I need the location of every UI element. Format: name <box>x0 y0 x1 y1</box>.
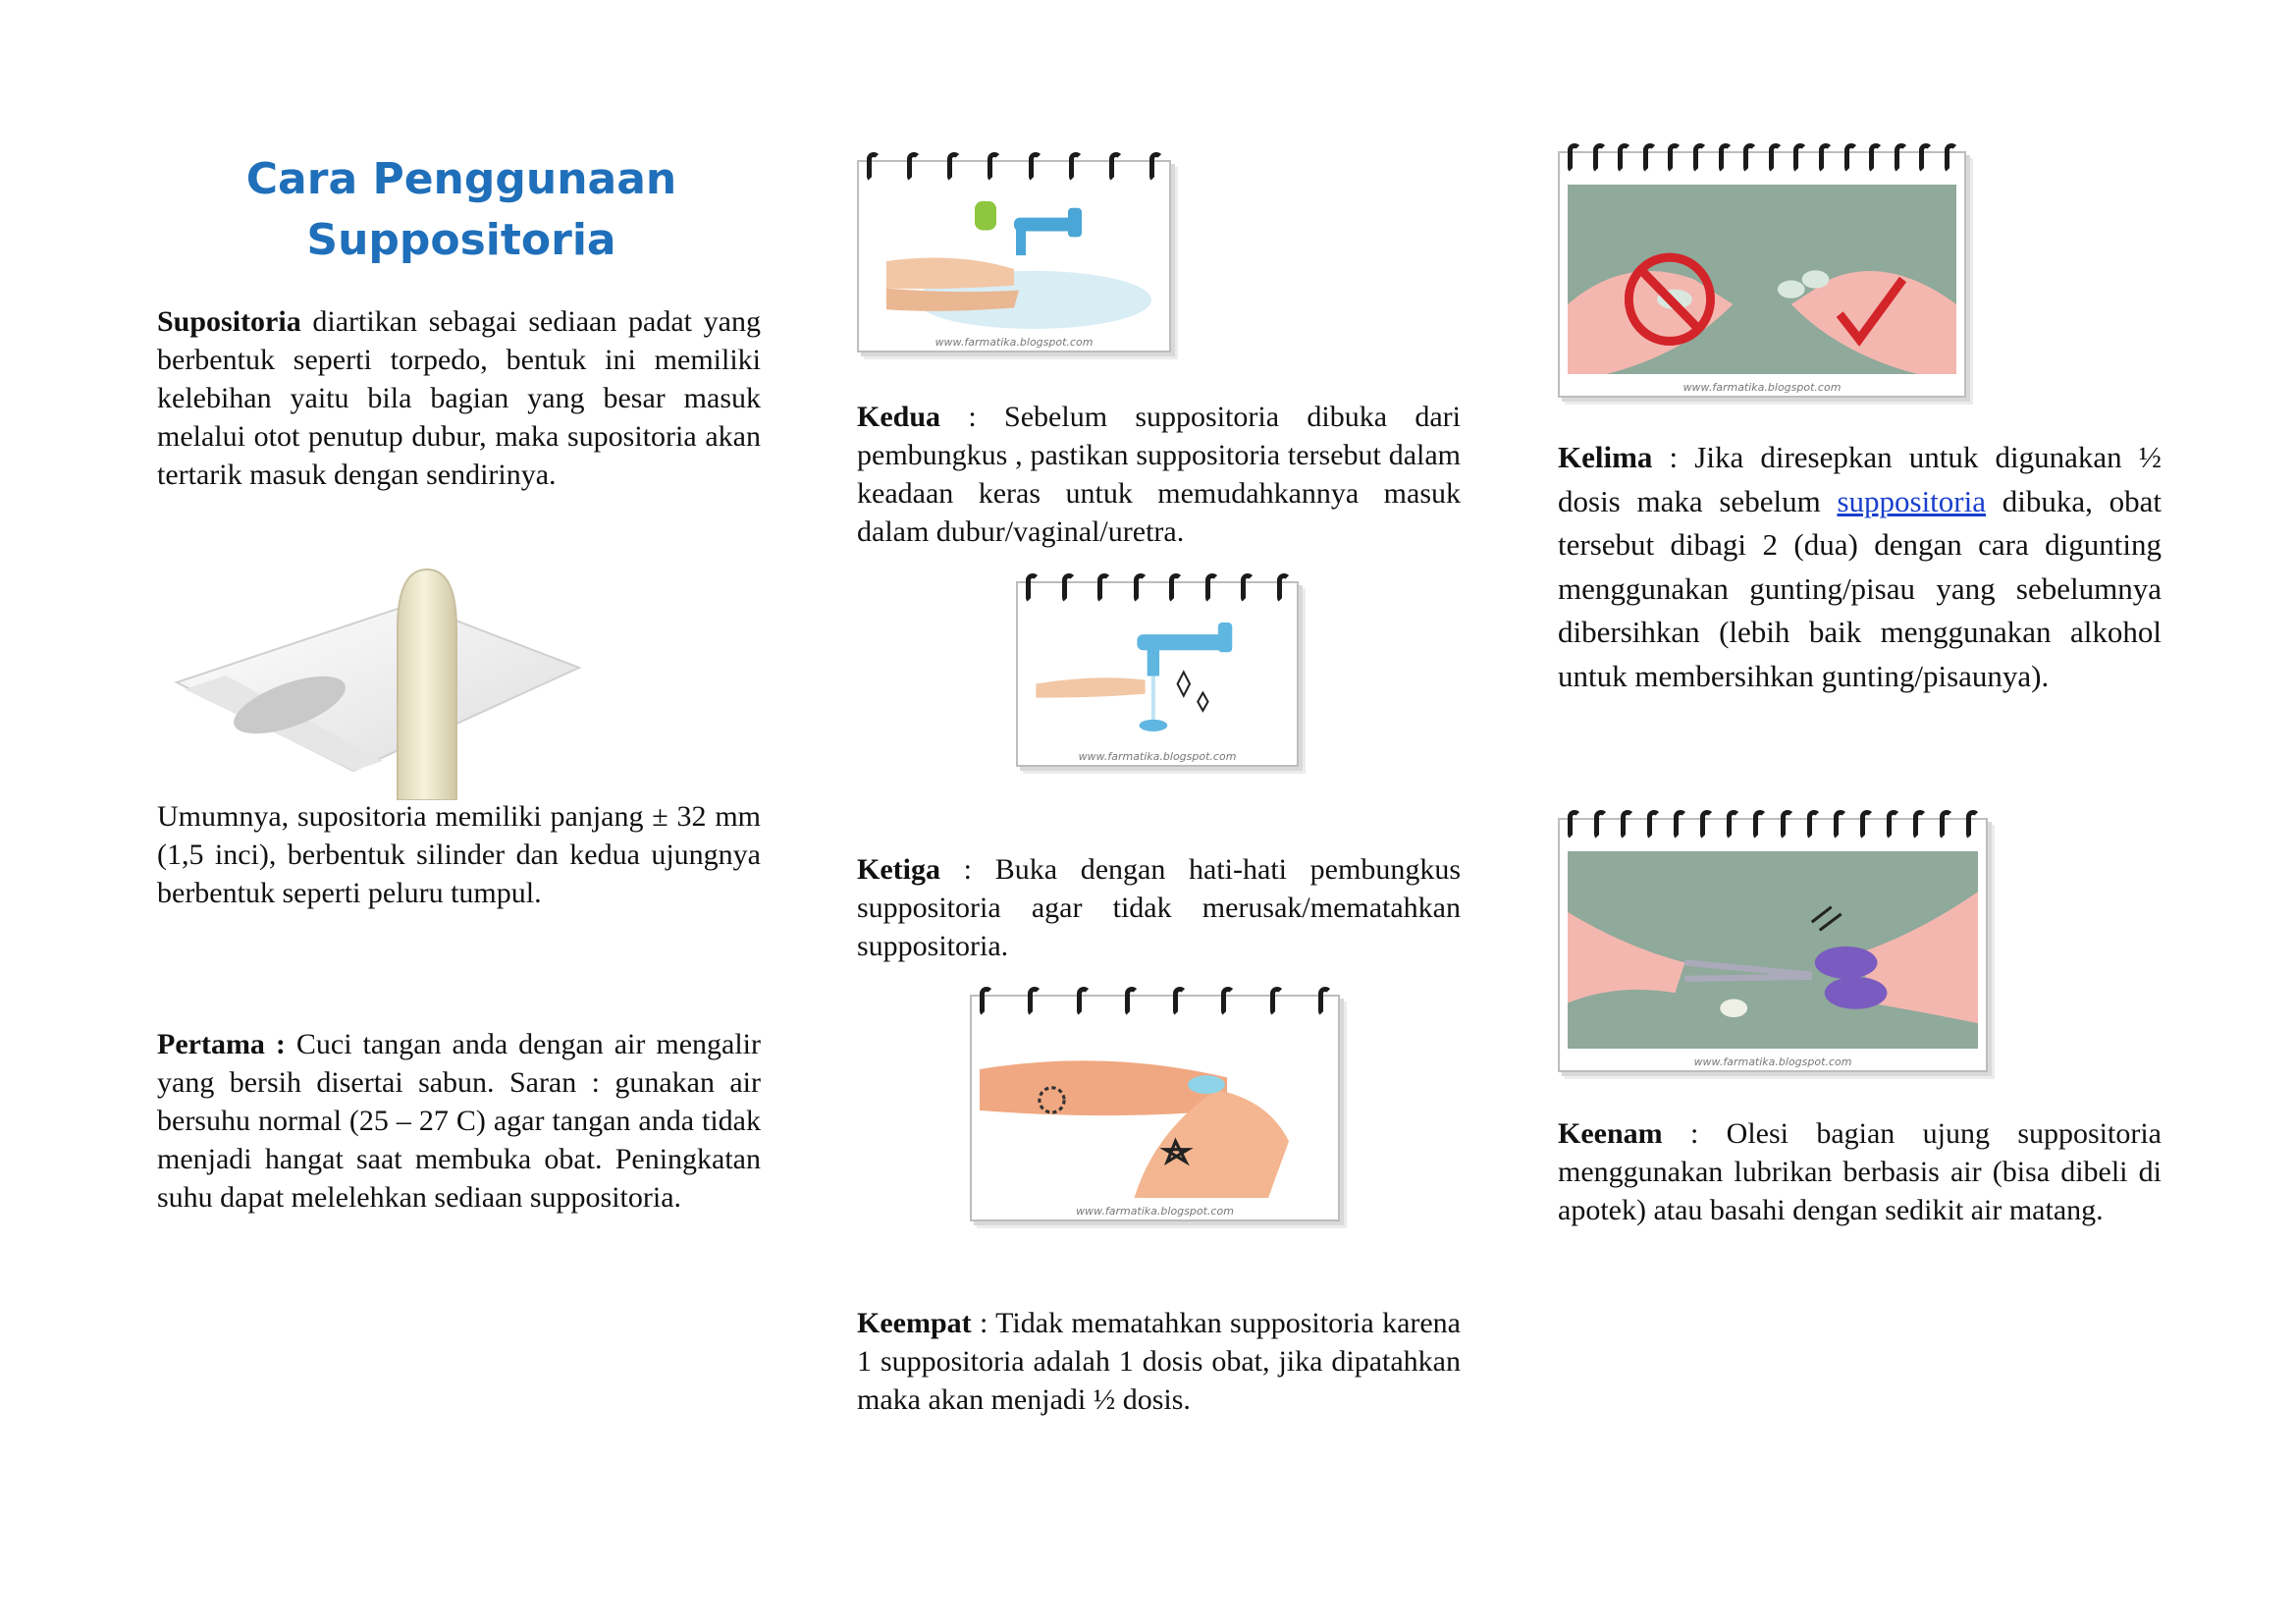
step-5-text-b: dibuka, obat tersebut dibagi 2 (dua) dengan cara digunting menggunakan gunting/pisau yang sebelumnya dibersihkan (lebih baik menggunakan alkohol untuk membersihkan gunting/pisaunya). <box>1558 483 2162 693</box>
step-2-paragraph <box>857 398 1461 551</box>
illustration-wash-hands <box>857 160 1177 358</box>
suppository-photo <box>167 560 599 800</box>
step-1-text: Cuci tangan anda dengan air mengalir yang bersih disertai sabun. Saran : gunakan air bersuhu normal (25 – 27 C) agar tangan anda tidak menjadi hangat saat membuka obat. Peningkatan suhu dapat melelehkan sediaan suppositoria. <box>157 1028 761 1214</box>
illustration-open-wrapper <box>970 995 1346 1227</box>
step-4-text: : Tidak mematahkan suppositoria karena 1 suppositoria adalah 1 dosis obat, jika dipatahkan maka akan menjadi ½ dosis. <box>857 1307 1461 1416</box>
step-6-paragraph <box>1558 1114 2162 1229</box>
intro-paragraph <box>157 302 761 494</box>
page-title: Cara Penggunaan Suppositoria <box>245 154 677 265</box>
step-5-text-a: : Jika diresepkan untuk digunakan ½ dosis maka sebelum <box>1558 440 2162 518</box>
step-4-label: Keempat <box>857 1307 972 1339</box>
illustration-do-not-break <box>1558 151 1972 404</box>
illustration-rinse-hands <box>1016 581 1305 773</box>
step-3-text: : Buka dengan hati-hati pembungkus suppositoria agar tidak merusak/mematahkan suppositoria. <box>857 853 1461 962</box>
step-5-paragraph <box>1558 436 2162 698</box>
step-1-label: Pertama : <box>157 1028 286 1060</box>
step-3-paragraph <box>857 850 1461 965</box>
intro-text: diartikan sebagai sediaan padat yang berbentuk seperti torpedo, bentuk ini memiliki kelebihan yaitu bila bagian yang besar masuk melalui otot penutup dubur, maka supositoria akan tertarik masuk dengan sendirinya. <box>157 305 761 491</box>
image-credit-2: www.farmatika.blogspot.com <box>1078 750 1237 763</box>
step-6-label: Keenam <box>1558 1117 1663 1150</box>
image-credit-5: www.farmatika.blogspot.com <box>1693 1056 1852 1068</box>
illustration-cut-suppository <box>1558 818 1994 1078</box>
step-3-label: Ketiga <box>857 853 940 886</box>
step-1-paragraph <box>157 1025 761 1217</box>
step-4-paragraph <box>857 1304 1461 1419</box>
step-6-text: : Olesi bagian ujung suppositoria menggunakan lubrikan berbasis air (bisa dibeli di apotek) atau basahi dengan sedikit air matang. <box>1558 1117 2162 1226</box>
general-paragraph: Umumnya, supositoria memiliki panjang ± 32 mm (1,5 inci), berbentuk silinder dan kedua ujungnya berbentuk seperti peluru tumpul. <box>157 800 761 909</box>
image-credit-4: www.farmatika.blogspot.com <box>1682 381 1842 394</box>
image-credit: www.farmatika.blogspot.com <box>934 336 1094 349</box>
intro-term: Supositoria <box>157 305 301 338</box>
suppositoria-link[interactable]: suppositoria <box>1837 483 1986 518</box>
step-2-label: Kedua <box>857 401 941 433</box>
step-5-label: Kelima <box>1558 440 1653 474</box>
image-credit-3: www.farmatika.blogspot.com <box>1076 1205 1234 1218</box>
step-2-text: : Sebelum suppositoria dibuka dari pembungkus , pastikan suppositoria tersebut dalam keadaan keras untuk memudahkannya masuk dalam dubur/vaginal/uretra. <box>857 401 1461 548</box>
